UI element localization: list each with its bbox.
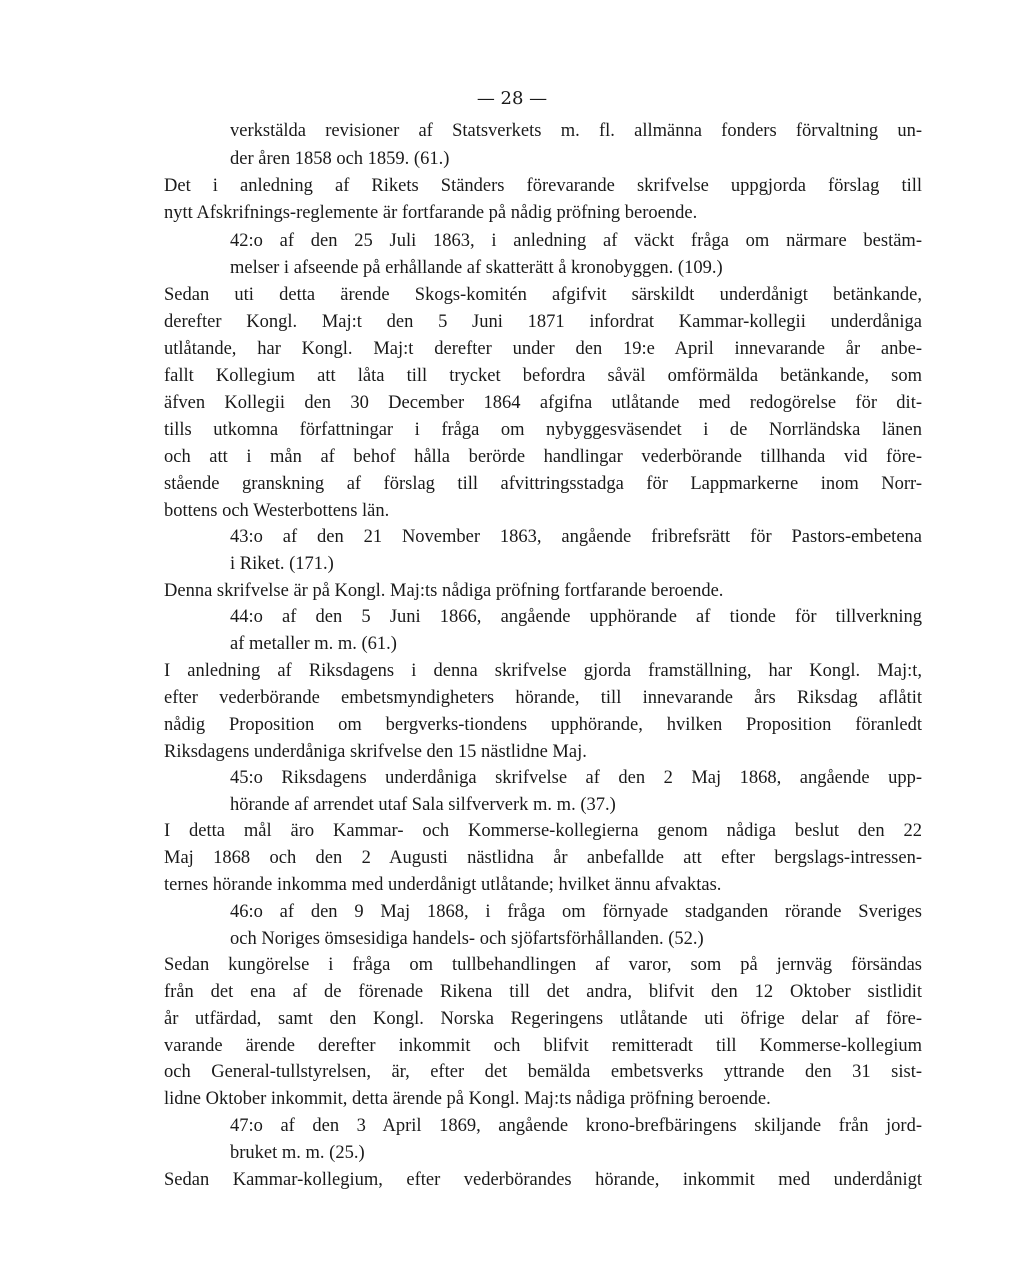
text-line: stående granskning af förslag till afvittringsstadga för Lappmarkerne inom Norr- [164,474,922,494]
text-line: tills utkomna författningar i fråga om nybyggesväsendet i de Norrländska länen [164,420,922,440]
text-line: efter vederbörande embetsmyndigheters hörande, till innevarande års Riksdag aflåtit [164,688,922,708]
text-line: Sedan kungörelse i fråga om tullbehandlingen af varor, som på jernväg försändas [164,955,922,975]
text-line: och Noriges ömsesidiga handels- och sjöfartsförhållanden. (52.) [230,929,704,949]
page-number: — 28 — [476,88,548,109]
text-line: varande ärende derefter inkommit och blifvit remitteradt till Kommerse-kollegium [164,1036,922,1056]
text-line: hörande af arrendet utaf Sala silfververk m. m. (37.) [230,795,616,815]
text-line: melser i afseende på erhållande af skatterätt å kronobyggen. (109.) [230,258,723,278]
text-line: 42:o af den 25 Juli 1863, i anledning af väckt fråga om närmare bestäm- [230,231,922,251]
text-line: bottens och Westerbottens län. [164,501,390,521]
text-line: af metaller m. m. (61.) [230,634,397,654]
text-line: Det i anledning af Rikets Ständers förevarande skrifvelse uppgjorda förslag till [164,176,922,196]
text-line: Maj 1868 och den 2 Augusti nästlidna år anbefallde att efter bergslags-intressen- [164,848,922,868]
text-line: Sedan uti detta ärende Skogs-komitén afgifvit särskildt underdånigt betänkande, [164,285,922,305]
text-line: Riksdagens underdåniga skrifvelse den 15 nästlidne Maj. [164,742,587,762]
text-line: nådig Proposition om bergverks-tiondens upphörande, hvilken Proposition föranledt [164,715,922,735]
text-line: nytt Afskrifnings-reglemente är fortfarande på nådig pröfning beroende. [164,203,698,223]
text-line: år utfärdad, samt den Kongl. Norska Regeringens utlåtande uti öfrige delar af före- [164,1009,922,1029]
text-line: i Riket. (171.) [230,554,334,574]
text-line: och General-tullstyrelsen, är, efter det bemälda embetsverks yttrande den 31 sist- [164,1062,922,1082]
text-line: I detta mål äro Kammar- och Kommerse-kollegierna genom nådiga beslut den 22 [164,821,922,841]
text-line: äfven Kollegii den 30 December 1864 afgifna utlåtande med redogörelse för dit- [164,393,922,413]
text-line: Sedan Kammar-kollegium, efter vederbörandes hörande, inkommit med underdånigt [164,1170,922,1190]
text-line: der åren 1858 och 1859. (61.) [230,149,450,169]
text-line: och att i mån af behof hålla berörde handlingar vederbörande tillhanda vid före- [164,447,922,467]
text-line: fallt Kollegium att låta till trycket befordra såväl omförmälda betänkande, som [164,366,922,386]
text-line: lidne Oktober inkommit, detta ärende på Kongl. Maj:ts nådiga pröfning beroende. [164,1089,771,1109]
text-line: 47:o af den 3 April 1869, angående krono-brefbäringens skiljande från jord- [230,1116,922,1136]
text-line: 44:o af den 5 Juni 1866, angående upphörande af tionde för tillverkning [230,607,922,627]
text-line: utlåtande, har Kongl. Maj:t derefter under den 19:e April innevarande år anbe- [164,339,922,359]
text-line: derefter Kongl. Maj:t den 5 Juni 1871 infordrat Kammar-kollegii underdåniga [164,312,922,332]
text-line: bruket m. m. (25.) [230,1143,365,1163]
text-line: 43:o af den 21 November 1863, angående fribrefsrätt för Pastors-embetena [230,527,922,547]
text-line: I anledning af Riksdagens i denna skrifvelse gjorda framställning, har Kongl. Maj:t, [164,661,922,681]
text-line: från det ena af de förenade Rikena till det andra, blifvit den 12 Oktober sistlidit [164,982,922,1002]
text-line: ternes hörande inkomma med underdånigt utlåtande; hvilket ännu afvaktas. [164,875,722,895]
text-line: 46:o af den 9 Maj 1868, i fråga om förnyade stadganden rörande Sveriges [230,902,922,922]
text-line: 45:o Riksdagens underdåniga skrifvelse af den 2 Maj 1868, angående upp- [230,768,922,788]
text-line: verkstälda revisioner af Statsverkets m. fl. allmänna fonders förvaltning un- [230,121,922,141]
text-line: Denna skrifvelse är på Kongl. Maj:ts nådiga pröfning fortfarande beroende. [164,581,724,601]
